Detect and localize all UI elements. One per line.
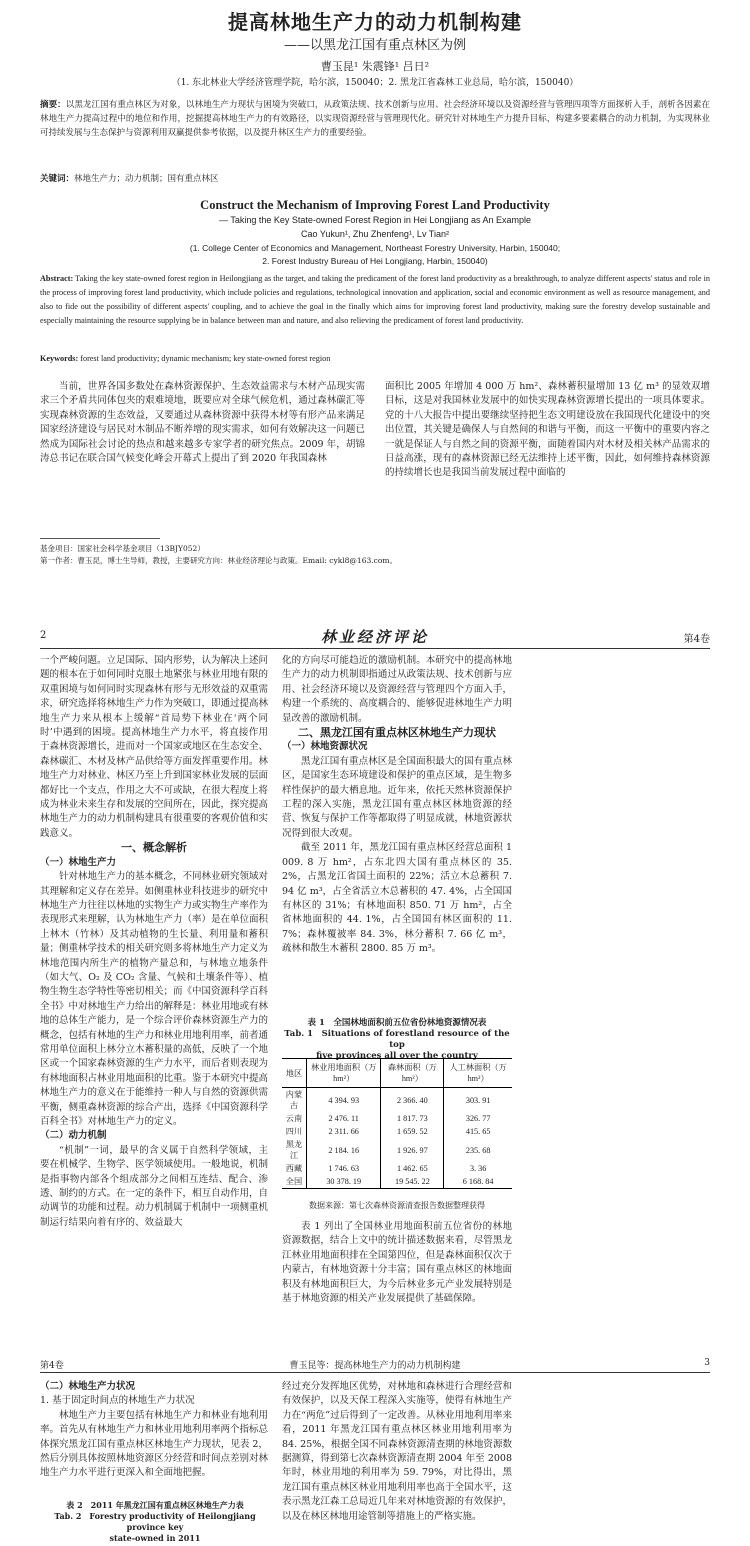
- subsection-heading: （一）林地资源状况: [282, 741, 368, 753]
- table-cell: 30 378. 19: [306, 1175, 381, 1189]
- table-cell: 1 817. 73: [381, 1112, 444, 1125]
- table2-title-en-1: Tab. 2 Forestry productivity of Heilongjiang province key: [54, 1511, 256, 1532]
- running-title: 曹玉昆等：提高林地生产力的动力机制构建: [289, 1361, 461, 1371]
- table-cell: 2 366. 40: [381, 1088, 444, 1113]
- table1-title-en-1: Tab. 1 Situations of forestland resource of the top: [284, 1029, 510, 1050]
- body-paragraph: 表 1 列出了全国林业用地面积前五位省份的林地资源数据，结合上文中的统计描述数据来看，尽管黑龙江林业用地面积排在全国第四位，但是森林面积仅次于内蒙古，有林地资源十分丰富；国有重点林区的林地面积及有林地面积巨大，为今后林业多元产业发展特别是基于林地资源的相关产业发展提供了基础保障。: [282, 1221, 512, 1305]
- abstract-label: 摘要：: [40, 100, 66, 110]
- table1-title-en-2: five provinces all over the country: [316, 1051, 478, 1061]
- keywords-text: 林地生产力；动力机制；国有重点林区: [74, 174, 219, 184]
- table-row: [282, 1162, 512, 1175]
- p3-right-col: [282, 1380, 512, 1524]
- table1-caption: [282, 1018, 512, 1062]
- body-paragraph: 黑龙江国有重点林区是全国面积最大的国有重点林区，是国家生态环境建设和保护的重点区域，是生物多样性保护的最大栖息地。近年来，依托天然林资源保护工程的深入实施，黑龙江国有重点林区林地资源的经营、恢复与保护工作等都取得了明显成就，林地资源状况得到很大改观。: [282, 755, 512, 839]
- table-cell: 四川: [285, 1127, 303, 1136]
- body-paragraph: 当前，世界各国多数处在森林资源保护、生态效益需求与木材产品现实需求三个矛盾共同体包夹的艰难境地，既要应对全球气候危机，通过森林碳汇等实现森林资源的生态效益，又要通过从森林资源中获得木材等有形产品来满足国家经济建设与居民对木制品不断养增的现实需求，如何有效解决这一问题已然成为国际社会讨论的热点和越来越多专家学者的研究焦点。2009 年，胡锦涛总书记在联合国气候变化峰会开幕式上提出了到 2020 年我国森林: [40, 381, 365, 465]
- table-cell: 3. 36: [444, 1162, 512, 1175]
- body-paragraph: “机制”一词，最早的含义属于自然科学领域，主要在机械学、生物学、医学领域使用。一般地说，机制是指事物内部各个组成部分之间相互连结、配合、渗透、制约的方式。在一定的条件下，相互自动作用，自动调节的功能和过程。动力机制属于机制中一项侧重机制运行结果向着有序的、效益最大: [40, 1144, 269, 1228]
- p2-right-col-top: [282, 654, 512, 957]
- abstract-cn: [40, 98, 710, 140]
- table-cell: 4 394. 93: [306, 1088, 381, 1113]
- keywords-label: 关键词：: [40, 174, 75, 184]
- table-cell: 黑龙江: [285, 1140, 303, 1160]
- journal-name: 林业经济评论: [320, 628, 429, 646]
- table1-source: 数据来源：第七次森林资源清查报告数据整理获得: [309, 1201, 485, 1210]
- page-number: 2: [40, 630, 47, 641]
- table-cell: 全国: [282, 1175, 306, 1189]
- keywords-en: [40, 354, 710, 363]
- table-row: [282, 1088, 512, 1113]
- p2-left-col: [40, 654, 268, 1230]
- en-affiliation-1: (1. College Center of Economics and Management, Northeast Forestry University, Harbin, 150040;: [189, 243, 561, 253]
- body-left-col: [40, 380, 365, 466]
- subsection-heading: （一）林地生产力: [40, 856, 117, 868]
- table-cell: 云南: [285, 1114, 303, 1123]
- abstract-en: [40, 272, 710, 328]
- body-paragraph: 经过充分发挥地区优势，对林地和森林进行合理经营和有效保护，以及天保工程深入实施等，使得有林地生产力在“两危”过后得到了一定改善。从林业用地利用率来看，2011 年黑龙江国有重点林区林业用地利用率为 84. 25%，根据全国不同森林资源清查期的林地资源数据测算，得到第七次森林资源清查期 2004 年至 2008 年时，林业用地的利用率为 59. 79%，对比得出，黑龙江国有重点林区林业用地利用率也高于全国水平，这表示黑龙江森工总局近几年来对林地资源的有效保护，以及在林区林地用途管制等措施上的严格实施。: [282, 1381, 512, 1522]
- fund-note: 基金项目：国家社会科学基金项目（13BJY052）: [40, 544, 205, 553]
- table-cell: 6 168. 84: [444, 1175, 512, 1189]
- table1: [282, 1058, 512, 1189]
- section-heading: 一、概念解析: [121, 841, 187, 855]
- subsection-heading: （二）林地生产力状况: [40, 1381, 136, 1392]
- table-row: [282, 1112, 512, 1125]
- body-paragraph: 林地生产力主要包括有林地生产力和林业有地利用率。首先从有林地生产力和林业用地利用率两个指标总体探究黑龙江国有重点林区林地生产力现状，见表 2，然后分别具体按照林地资源区分经营和时间点差别对林地生产力水平进行更深入和全面地把握。: [40, 1409, 269, 1479]
- table-cell: 1 926. 97: [381, 1138, 444, 1162]
- table-header-cell: 林业用地面积（万 hm²）: [306, 1059, 381, 1088]
- subsection-heading: （二）动力机制: [40, 1130, 107, 1142]
- table2-title-cn: 表 2 2011 年黑龙江国有重点林区林地生产力表: [66, 1500, 244, 1510]
- paper-title: 提高林地生产力的动力机制构建: [228, 10, 522, 34]
- footnote-divider: [40, 538, 160, 539]
- table-cell: 2 311. 66: [306, 1125, 381, 1138]
- volume: 第4卷: [683, 634, 710, 645]
- body-paragraph: 化的方向尽可能趋近的激励机制。本研究中的提高林地生产力的动力机制即指通过从政策法规、技术创新与应用、社会经济环境以及资源经营与管理四个方面入手，构建一个系统的、高度耦合的、能够促进林地生产力明显改善的激励机制。: [282, 655, 512, 724]
- en-keywords-label: Keywords:: [40, 354, 79, 363]
- table-cell: 2 184. 16: [306, 1138, 381, 1162]
- table-row: [282, 1175, 512, 1189]
- p2-right-col-bottom: [282, 1220, 512, 1306]
- table-cell: 303. 91: [444, 1088, 512, 1113]
- table-row: [282, 1125, 512, 1138]
- author-note: 第一作者：曹玉昆，博士生导师，教授，主要研究方向：林业经济理论与政策。Email: cykl8@163.com。: [40, 556, 397, 565]
- table2-caption: [40, 1500, 270, 1544]
- en-title: Construct the Mechanism of Improving Forest Land Productivity: [200, 198, 550, 212]
- table-header-cell: 地区: [282, 1059, 306, 1088]
- table-cell: 内蒙古: [285, 1090, 303, 1110]
- table-row: [282, 1138, 512, 1162]
- body-paragraph: 一个严峻问题。立足国际、国内形势，认为解决上述问题的根本在于如何同时克服土地紧张与林业用地有限的双重困境与如何同时实现森林有形与无形效益的双重需求，研究选择将林地生产力作为突破口，即通过提高林地生产力来从根本上缓解“首局势下林业在‘两个同时’中遇到的困境。提高林地生产力水平，将直接作用于森林资源增长，进而对一个国家或地区在生态安全、森林碳汇、木材及林产品供给等方面发挥重要作用。林地生产力对林业、林区乃至上升到国家林业发展的层面都好比一个支点，作用之大不可或缺，在很大程度上将成为林业未来生存和发展的空间所在，因此，探究提高林地生产力的动力机制构建具有很重要的客观价值和实践意义。: [40, 655, 269, 839]
- en-abstract-label: Abstract:: [40, 274, 74, 283]
- table2-title-en-2: state-owned in 2011: [109, 1533, 201, 1543]
- table1-title-cn: 表 1 全国林地面积前五位省份林地资源情况表: [307, 1018, 487, 1028]
- en-affiliation-2: 2. Forest Industry Bureau of Hei Longjiang, Harbin, 150040): [262, 256, 488, 266]
- en-abstract-text: Taking the key state-owned forest region in Heilongjiang as the target, and taking the predicament of the forest land productivity as a breakthrough, to analyze different aspects' status and role in the process of improving forest land productivity, which include policies and regulations, technological innovation and application, social and economic environment as well as resource management, and also to fide out the possibility of different aspects' coupling, and to achieve the goal in the finally which aims for improving forest land productivity, making sure the forestry develop sustainable and especially maintaining the resource supplying be in balance between man and nature, and also relieving the predicament of forest land productivity.: [40, 274, 710, 325]
- table-cell: 1 462. 65: [381, 1162, 444, 1175]
- abstract-text: 以黑龙江国有重点林区为对象，以林地生产力现状与困境为突破口，从政策法规、技术创新与应用、社会经济环境以及资源经营与管理四项等方面探析入手，剖析各因素在林地生产力提高过程中的地位和作用，挖掘提高林地生产力的有效路径，以实现资源经营与管理现代化。研究针对林地生产力提升目标，构建多要素耦合的动力机制，为实现林业可持续发展与生态保护与资源利用双赢提供参考依据，以及提升林区生产力的重要经验。: [40, 100, 710, 138]
- section-heading: 二、黑龙江国有重点林区林地生产力现状: [298, 726, 496, 740]
- volume: 第4卷: [40, 1361, 64, 1371]
- table-header-row: [282, 1059, 512, 1088]
- body-paragraph: 面积比 2005 年增加 4 000 万 hm²、森林蓄积量增加 13 亿 m³ 的显效双增目标，这是对我国林业发展中的如快实现森林资源增长提出的一项具体要求。党的十八大报告中提出要继续坚持把生态文明建设放在我国现代化建设中的突出位置，其关键是确保人与自然间的和谐与平衡，而这一平衡中的重要内容之一就是保证人与自然之间的资源平衡，面随着国内对木材及相关林产品需求的日益高涨，现有的森林资源已经无法维持上述平衡，因此，如何维持森林资源的持续增长也是我国当前发展过程中面临的: [385, 381, 710, 479]
- header-rule: [40, 1372, 710, 1373]
- table-cell: 415. 65: [444, 1125, 512, 1138]
- table-cell: 西藏: [285, 1164, 303, 1173]
- paper-subtitle: ——以黑龙江国有重点林区为例: [283, 38, 466, 53]
- authors: 曹玉昆¹ 朱震锋¹ 吕日²: [320, 60, 430, 73]
- keywords-cn: [40, 172, 710, 184]
- table-cell: 326. 77: [444, 1112, 512, 1125]
- page-1: [0, 0, 750, 590]
- subsubsection-heading: 1. 基于固定时间点的林地生产力状况: [40, 1395, 195, 1407]
- en-subtitle: — Taking the Key State-owned Forest Region in Hei Longjiang as An Example: [218, 215, 532, 225]
- table-header-cell: 森林面积（万 hm²）: [381, 1059, 444, 1088]
- page-number: 3: [704, 1358, 710, 1368]
- table-cell: 1 746. 63: [306, 1162, 381, 1175]
- body-paragraph: 截至 2011 年，黑龙江国有重点林区经营总面积 1 009. 8 万 hm²，占东北四大国有重点林区的 35. 2%，占黑龙江省国土面积的 22%；活立木总蓄积 7. 94 亿 m³，占全省活立木总蓄积的 47. 4%，占全国国有林区的 31%；有林地面积 850. 71 万 hm²，占全省林地面积的 44. 1%，占全国国有林区面积的 11. 7%；森林覆被率 84. 3%，林分蓄积 7. 66 亿 m³，疏林和散生木蓄积 2800. 85 万 m³。: [282, 842, 512, 955]
- body-paragraph: 针对林地生产力的基本概念，不同林业研究领域对其理解和定义存在差异。如侧重林业科技进步的研究中林地生产力往往以林地的实物生产力或实物生产率作为表现形式来理解，认为林地生产力（率）是在单位面积上林木（竹林）及其动植物的生长量、利用量和蓄积量；侧重林学技术的相关研究则多将林地生产力定义为林地范围内所生产的植物产量总和，与林地立地条件（如大气、O₂ 及 CO₂ 含量、气候和土壤条件等）、植物生物生态学特性等密切相关；而《中国资源科学百科全书》中对林地生产力给出的解释是：林业用地或有林地的总体生产能力，是一个综合评价森林资源生产力的概念，包括有林地的生产力和林业用地利用率，前者通常用单位面积上林分立木蓄积量的高低，反映了一个地区或一个国家森林资源的生产力水平，而后者则表现为有林地面积占林业用地面积的比重。鉴于本研究中提高林地生产力的意义在于能维持一种人与自然的资源供需平衡，侧重森林资源的综合产出，选择《中国资源科学百科全书》对林地生产力的定义。: [40, 871, 269, 1127]
- table-header-cell: 人工林面积（万 hm²）: [444, 1059, 512, 1088]
- affiliation: （1. 东北林业大学经济管理学院，哈尔滨，150040；2. 黑龙江省森林工业总局，哈尔滨，150040）: [171, 78, 579, 88]
- p3-left-col: [40, 1380, 268, 1481]
- table-cell: 2 476. 11: [306, 1112, 381, 1125]
- table-cell: 19 545. 22: [381, 1175, 444, 1189]
- body-right-col: [385, 380, 710, 481]
- en-authors: Cao Yukun¹, Zhu Zhenfeng¹, Lv Tian²: [301, 229, 449, 239]
- table-cell: 1 659. 52: [381, 1125, 444, 1138]
- en-keywords-text: forest land productivity; dynamic mechanism; key state-owned forest region: [80, 354, 331, 363]
- table-cell: 235. 68: [444, 1138, 512, 1162]
- header-rule: [40, 648, 710, 649]
